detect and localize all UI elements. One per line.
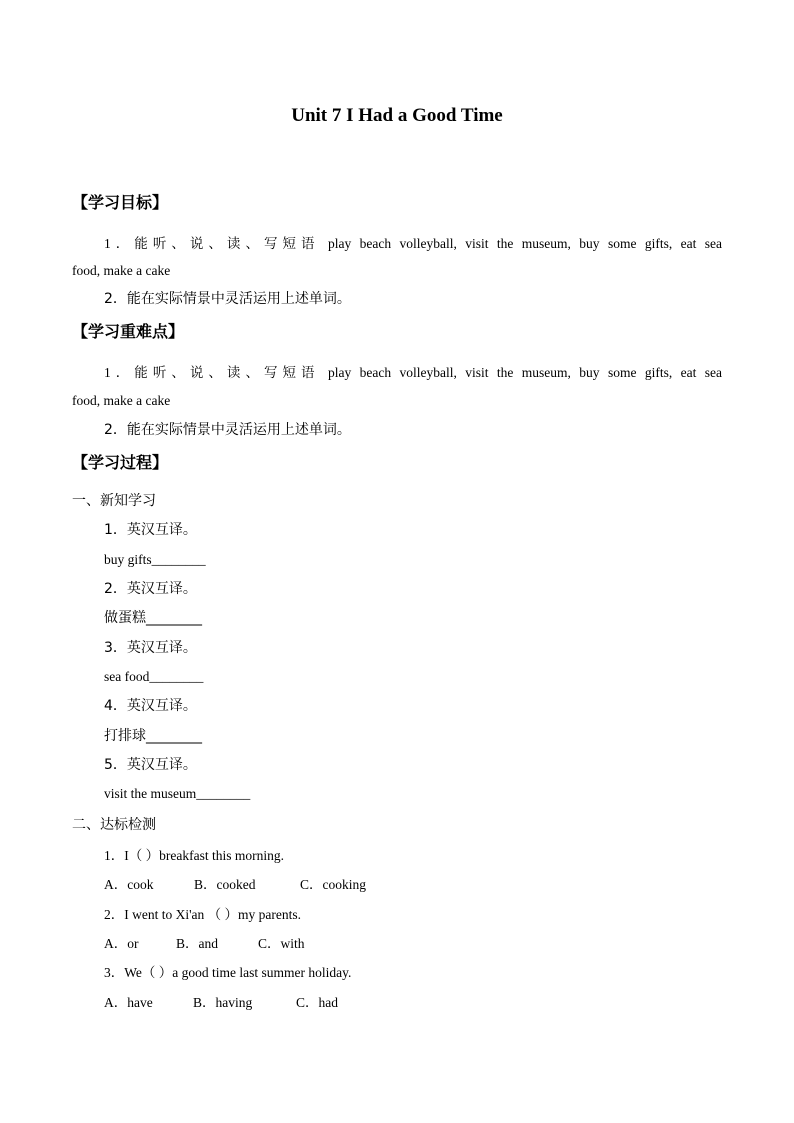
quiz-2-question: 2．I went to Xi'an （ ）my parents. — [104, 907, 302, 922]
goals-heading: 【学习目标】 — [72, 193, 169, 212]
quiz-3-question: 3．We（ ）a good time last summer holiday. — [104, 965, 352, 980]
quiz-2-option-c: C．with — [258, 936, 305, 951]
quiz-3-option-b: B．having — [193, 995, 253, 1010]
exercise-4-prompt: 4．英汉互译。 — [104, 698, 197, 714]
exercise-5-prompt: 5．英汉互译。 — [104, 757, 197, 773]
quiz-2-option-a: A．or — [104, 936, 139, 951]
exercise-3-prompt: 3．英汉互译。 — [104, 640, 197, 656]
quiz-1-option-a: A．cook — [104, 877, 154, 892]
quiz-1-question: 1．I（ ）breakfast this morning. — [104, 848, 284, 863]
process-heading: 【学习过程】 — [72, 453, 169, 472]
exercise-1-prompt: 1．英汉互译。 — [104, 522, 197, 538]
exercise-2-prompt: 2．英汉互译。 — [104, 581, 197, 597]
key-points-heading: 【学习重难点】 — [72, 322, 185, 341]
exercise-3-item: sea food________ — [104, 669, 204, 684]
part-2-title: 二、达标检测 — [72, 817, 156, 833]
key-points-item-1-line-1: 1．能听、说、读、写短语 play beach volleyball, visit the museum, buy some gifts, eat sea — [104, 365, 722, 380]
key-points-item-2: 2．能在实际情景中灵活运用上述单词。 — [104, 422, 351, 438]
goals-item-1-line-1: 1．能听、说、读、写短语 play beach volleyball, visit the museum, buy some gifts, eat sea — [104, 236, 722, 251]
exercise-1-item: buy gifts________ — [104, 552, 206, 567]
key-points-item-1-line-2: food, make a cake — [72, 393, 171, 408]
exercise-5-item: visit the museum________ — [104, 786, 251, 801]
exercise-4-item: 打排球________ — [104, 728, 202, 744]
quiz-2-option-b: B．and — [176, 936, 218, 951]
quiz-1-option-c: C．cooking — [300, 877, 366, 892]
exercise-2-item: 做蛋糕________ — [104, 610, 202, 626]
goals-item-1-line-2: food, make a cake — [72, 263, 171, 278]
quiz-1-option-b: B．cooked — [194, 877, 256, 892]
page-title: Unit 7 I Had a Good Time — [291, 105, 503, 126]
part-1-title: 一、新知学习 — [72, 493, 156, 509]
quiz-3-option-c: C．had — [296, 995, 338, 1010]
goals-item-2: 2．能在实际情景中灵活运用上述单词。 — [104, 291, 351, 307]
quiz-3-option-a: A．have — [104, 995, 153, 1010]
